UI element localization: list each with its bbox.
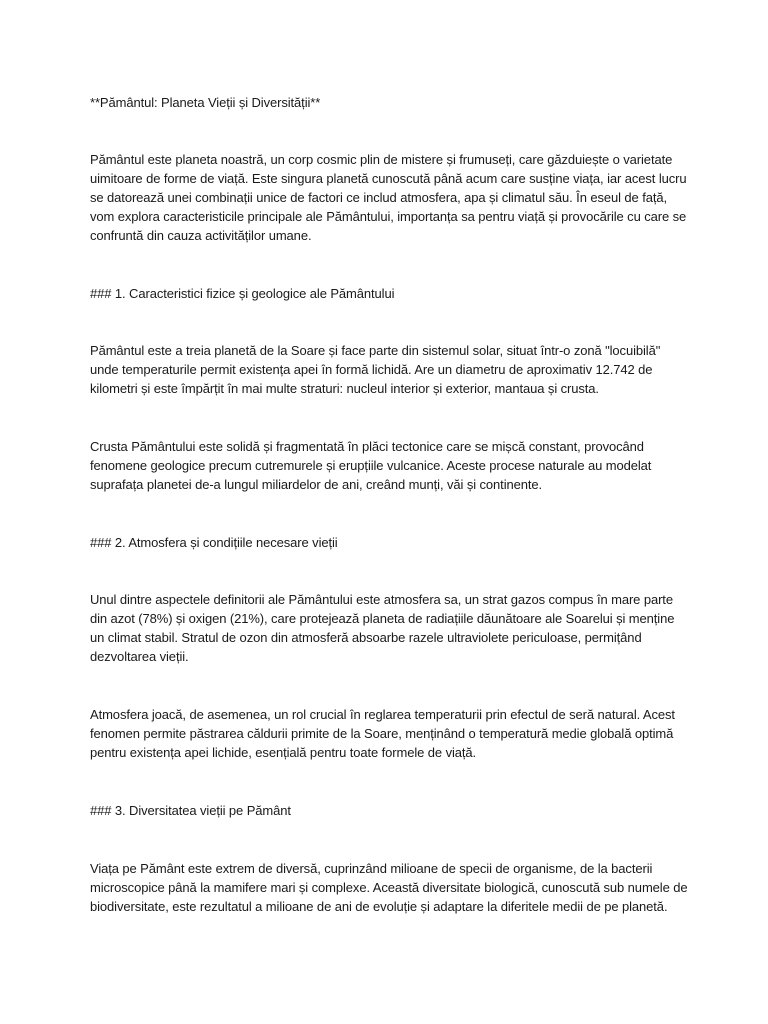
- section-1-paragraph-2: Crusta Pământului este solidă și fragmentată în plăci tectonice care se mișcă constant, provocând fenomene geologice precum cutremurele și erupțiile vulcanice. Aceste procese naturale au modelat suprafața planetei de-a lungul miliardelor de ani, creând munți, văi și continente.: [90, 439, 652, 492]
- intro-paragraph: Pământul este planeta noastră, un corp cosmic plin de mistere și frumuseți, care găzduiește o varietate uimitoare de forme de viață. Este singura planetă cunoscută până acum care susține viața, iar acest lucru se datorează unei combinații unice de factori ce includ atmosfera, apa și climatul său. În eseul de față, vom explora caracteristicile principale ale Pământului, importanța sa pentru viață și provocările cu care se confruntă din cauza activităților umane.: [90, 152, 687, 243]
- section-2-paragraph-2: Atmosfera joacă, de asemenea, un rol crucial în reglarea temperaturii prin efectul de seră natural. Acest fenomen permite păstrarea căldurii primite de la Soare, menținând o temperatură medie globală optimă pentru existența apei lichide, esențială pentru toate formele de viață.: [90, 707, 675, 760]
- section-2-paragraph-1: Unul dintre aspectele definitorii ale Pământului este atmosfera sa, un strat gazos compus în mare parte din azot (78%) și oxigen (21%), care protejează planeta de radiațiile dăunătoare ale Soarelui și menține un climat stabil. Stratul de ozon din atmosferă absoarbe razele ultraviolete periculoase, permițând dezvoltarea vieții.: [90, 592, 675, 664]
- section-3-heading: ### 3. Diversitatea vieții pe Pământ: [90, 803, 291, 818]
- document-title: **Pământul: Planeta Vieții și Diversității**: [90, 95, 321, 110]
- section-3-paragraph-1: Viața pe Pământ este extrem de diversă, cuprinzând milioane de specii de organisme, de la bacterii microscopice până la mamifere mari și complexe. Această diversitate biologică, cunoscută sub numele de biodiversitate, este rezultatul a milioane de ani de evoluție și adaptare la diferitele medii de pe planetă.: [90, 861, 688, 914]
- section-2-heading: ### 2. Atmosfera și condițiile necesare vieții: [90, 535, 338, 550]
- section-1-heading: ### 1. Caracteristici fizice și geologice ale Pământului: [90, 286, 395, 301]
- section-1-paragraph-1: Pământul este a treia planetă de la Soare și face parte din sistemul solar, situat într-o zonă "locuibilă" unde temperaturile permit existența apei în formă lichidă. Are un diametru de aproximativ 12.742 de kilometri și este împărțit în mai multe straturi: nucleul interior și exterior, mantaua și crusta.: [90, 343, 661, 396]
